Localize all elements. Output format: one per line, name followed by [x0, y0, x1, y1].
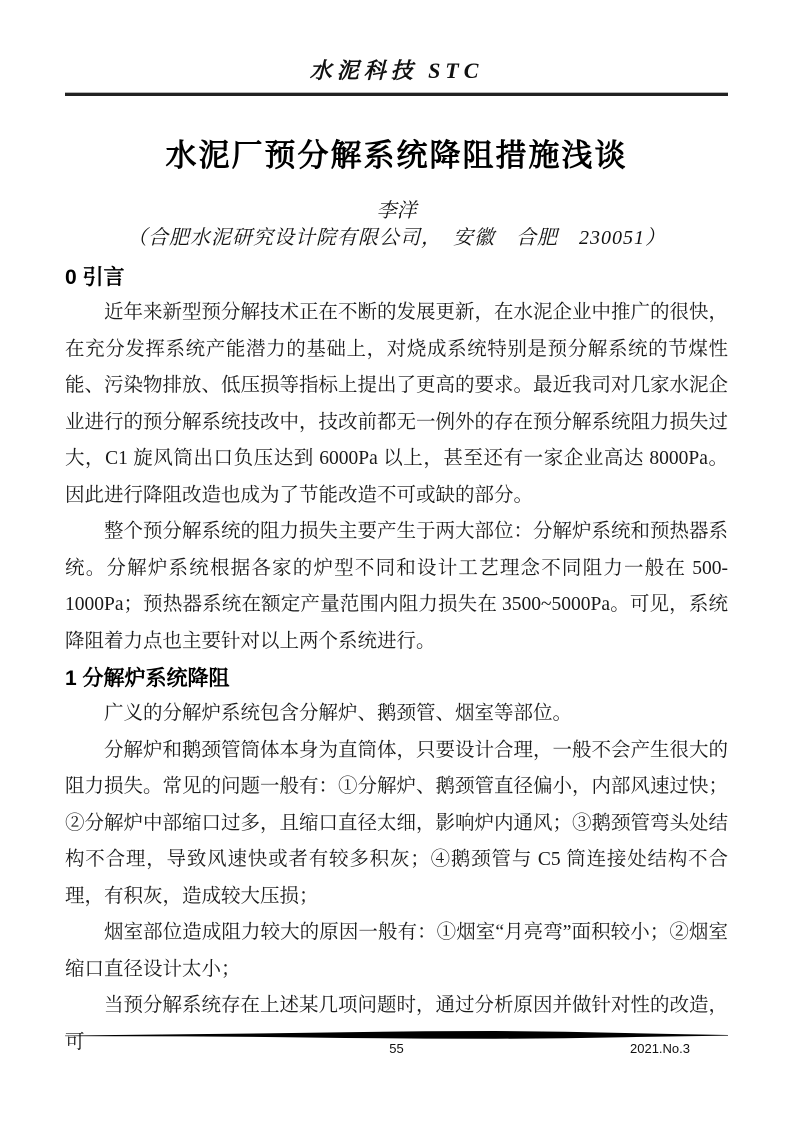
- article-title: 水泥厂预分解系统降阻措施浅谈: [165, 138, 628, 173]
- paragraph: 广义的分解炉系统包含分解炉、鹅颈管、烟室等部位。: [104, 703, 573, 724]
- article-author: 李洋: [376, 200, 417, 222]
- paragraph: 整个预分解系统的阻力损失主要产生于两大部位：分解炉系统和预热器系统。分解炉系统根据各家的炉型不同和设计工艺理念不同阻力一般在 500-1000Pa；预热器系统在额定产量范围内阻力损失在 3500~5000Pa。可见，系统降阻着力点也主要针对以上两个系统进行。: [65, 521, 729, 652]
- paragraph: 近年来新型预分解技术正在不断的发展更新，在水泥企业中推广的很快，在充分发挥系统产能潜力的基础上，对烧成系统特别是预分解系统的节煤性能、污染物排放、低压损等指标上提出了更高的要求。最近我司对几家水泥企业进行的预分解系统技改中，技改前都无一例外的存在预分解系统阻力损失过大，C1 旋风筒出口负压达到 6000Pa 以上，甚至还有一家企业高达 8000Pa。因此进行降阻改造也成为了节能改造不可或缺的部分。: [65, 302, 729, 506]
- paragraph: 当预分解系统存在上述某几项问题时，通过分析原因并做针对性的改造，可: [65, 995, 729, 1053]
- footer-row: [65, 1041, 728, 1056]
- issue-number: 2021.No.3: [630, 1041, 690, 1056]
- page-number: 55: [389, 1041, 404, 1056]
- journal-title: 水泥科技 STC: [309, 58, 484, 83]
- paragraph: 烟室部位造成阻力较大的原因一般有：①烟室“月亮弯”面积较小；②烟室缩口直径设计太小；: [65, 922, 728, 980]
- header-rule: [65, 92, 728, 96]
- article-body: [65, 263, 728, 1061]
- section-heading-calciner-system: 1 分解炉系统降阻: [65, 667, 230, 690]
- article-affiliation: （合肥水泥研究设计院有限公司， 安徽 合肥 230051）: [127, 227, 666, 249]
- page-footer: [65, 1030, 728, 1056]
- section-heading-introduction: 0 引言: [65, 266, 125, 289]
- paragraph: 分解炉和鹅颈管筒体本身为直筒体，只要设计合理，一般不会产生很大的阻力损失。常见的问题一般有：①分解炉、鹅颈管直径偏小，内部风速过快；②分解炉中部缩口过多，且缩口直径太细，影响炉内通风；③鹅颈管弯头处结构不合理，导致风速快或者有较多积灰；④鹅颈管与 C5 筒连接处结构不合理，有积灰，造成较大压损；: [65, 739, 729, 907]
- footer-divider-bar: [65, 1030, 728, 1040]
